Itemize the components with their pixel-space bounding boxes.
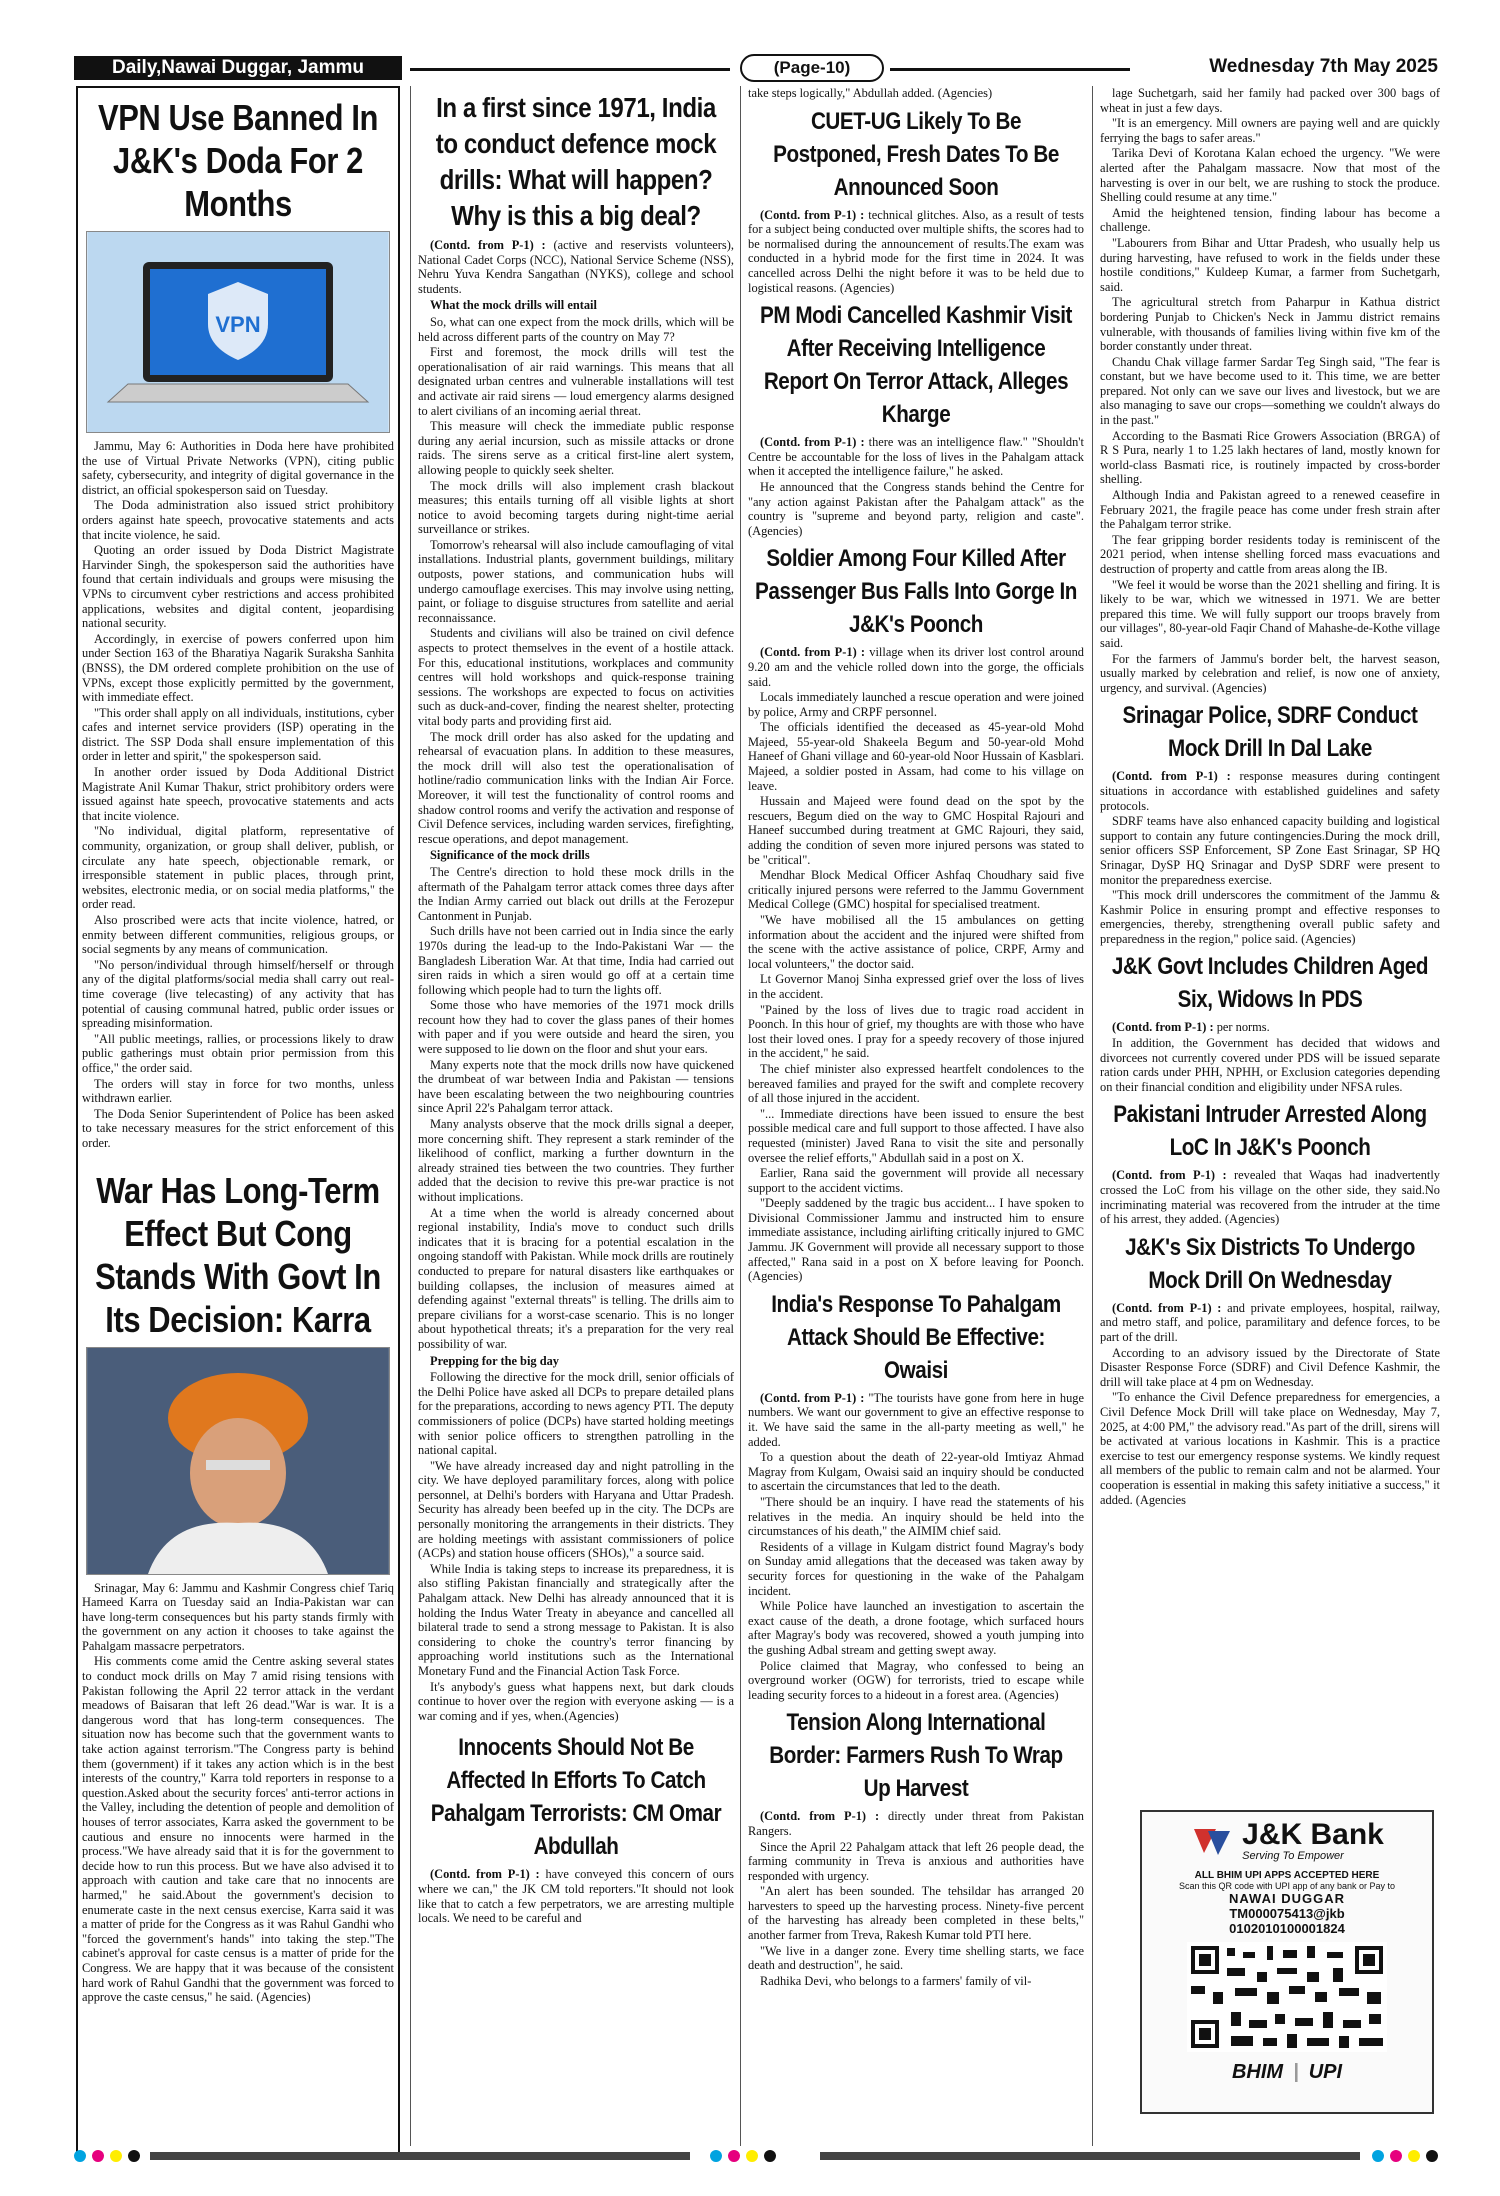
column-divider <box>410 86 411 2146</box>
paragraph-text: "It is an emergency. Mill owners are paying well and are quickly ferrying the bags to safer areas." <box>1100 116 1440 145</box>
scan-instruction: Scan this QR code with UPI app of any bank or Pay to <box>1178 1881 1396 1891</box>
karra-headline: War Has Long-Term Effect But Cong Stands With Govt In Its Decision: Karra <box>95 1169 381 1340</box>
vpn-article-body <box>82 439 394 1151</box>
paragraph-text: "Pained by the loss of lives due to tragic road accident in Poonch. In this hour of grief, my thoughts are with those who have lost their loved ones. I pray for a speedy recovery of those injured in the accident," he said. <box>748 1002 1084 1061</box>
paragraph <box>82 498 394 542</box>
paragraph <box>1100 429 1440 487</box>
paragraph <box>748 1884 1084 1942</box>
paragraph <box>748 1450 1084 1494</box>
paragraph <box>748 868 1084 912</box>
paragraph-text: To a question about the death of 22-year-old Imtiyaz Ahmad Magray from Kulgam, Owaisi said an inquiry should be conducted to ascertain the circumstances that led to the death. <box>748 1450 1084 1494</box>
paragraph-text: While Police have launched an investigation to ascertain the exact cause of the death, a drone footage, which surfaced hours after Magray's body was recovered, showed a youth jumping into the gushing Adbal stream and getting swept away. <box>748 1599 1084 1657</box>
paragraph-text: "All public meetings, rallies, or processions likely to draw public gatherings must obtain prior permission from this office," the order said. <box>82 1031 394 1075</box>
intruder-text: revealed that Waqas had inadvertently crossed the LoC from his village on the other side, they said.No incriminating material was recovered from the intruder at the time of his arrest, they added. (Agencies) <box>1100 1168 1440 1227</box>
tension-headline: Tension Along International Border: Farmers Rush To Wrap Up Harvest <box>769 1709 1063 1803</box>
owaisi-body <box>748 1391 1084 1702</box>
paragraph-text: Radhika Devi, who belongs to a farmers' family of vil- <box>760 1973 1032 1988</box>
paragraph-text: Many experts note that the mock drills now have quickened the drumbeat of war between India and Pakistan — tensions have been escalating between the two neighbouring countries since April 22's Pahalgam terror attack. <box>418 1057 734 1116</box>
paragraph-text: response measures during contingent situations in accordance with established guidelines and safety protocols. <box>1100 769 1440 813</box>
masthead-date: Wednesday 7th May 2025 <box>1209 56 1438 77</box>
paragraph <box>1100 1346 1440 1390</box>
paragraph <box>418 538 734 626</box>
paragraph <box>418 315 734 344</box>
paragraph <box>1100 1301 1440 1345</box>
color-registration-dot <box>728 2150 740 2162</box>
contd-label: (Contd. from P-1) : <box>760 645 870 660</box>
paragraph-text: In addition, the Government has decided that widows and divorcees not currently covered under PDS will be issued separate ration cards under PHH, NPHH, or Exclusion categories depending on their financial condition and eligibility under NFSA rules. <box>1100 1036 1440 1094</box>
paragraph <box>82 1032 394 1076</box>
paragraph <box>1100 814 1440 887</box>
paragraph <box>748 480 1084 538</box>
paragraph-text: "... Immediate directions have been issued to ensure the best possible medical care and full support to those affected. I have also requested (minister) Javed Rana to visit the site and personally oversee the relief efforts," Abdullah said in a post on X. <box>748 1106 1084 1165</box>
pds-body <box>1100 1020 1440 1094</box>
bottom-rule-right <box>820 2152 1360 2160</box>
paragraph-text: Jammu, May 6: Authorities in Doda here have prohibited the use of Virtual Private Networks (VPN), citing public safety, cybersecurity, and integrity of digital governance in the district, an official spokesperson said on Tuesday. <box>82 439 394 497</box>
paragraph <box>82 1581 394 1654</box>
paragraph <box>418 730 734 847</box>
paragraph <box>748 435 1084 479</box>
districts-body <box>1100 1301 1440 1507</box>
paragraph-text: "The tourists have gone from here in huge numbers. We want our government to give an effective response to it. We have said the same in the all-party meeting as well," he added. <box>748 1390 1084 1449</box>
paragraph-text: Also proscribed were acts that incite violence, hatred, or enmity between different communities, religious groups, or social segments by any means of communication. <box>82 913 394 957</box>
paragraph-text: Earlier, Rana said the government will provide all necessary support to the accident victims. <box>748 1166 1084 1195</box>
tension-continuation <box>1100 86 1440 695</box>
color-registration-dot <box>74 2150 86 2162</box>
sdrf-body <box>1100 769 1440 946</box>
paragraph <box>1100 488 1440 532</box>
payee-name: NAWAI DUGGAR <box>1229 1891 1345 1906</box>
paragraph-text: In another order issued by Doda Additional District Magistrate Anil Kumar Thakur, strict prohibitory orders were issued against hate speech, provocative statements and acts that incite violence. <box>82 765 394 823</box>
karra-article-body <box>82 1581 394 2005</box>
paragraph-text: He announced that the Congress stands behind the Centre for "any action against Pakistan after the Pahalgam attack" as the country is "supreme and beyond party, religion and caste". (Agencies) <box>748 479 1084 538</box>
paragraph-text: lage Suchetgarh, said her family had packed over 300 bags of wheat in just a few days. <box>1100 86 1440 115</box>
paragraph-text: The Centre's direction to hold these mock drills in the aftermath of the Pahalgam terror attack comes three days after the Indian Army carried out black out drills at the Ferozepur Cantonment in Punjab. <box>418 864 734 923</box>
contd-label: (Contd. from P-1) : <box>760 1390 869 1405</box>
paragraph-text: "We live in a danger zone. Every time shelling starts, we face death and destruction", he said. <box>748 1943 1084 1973</box>
mock-drill-headline: In a first since 1971, India to conduct defence mock drills: What will happen? Why is this a big deal? <box>435 92 717 231</box>
districts-headline: J&K's Six Districts To Undergo Mock Drill On Wednesday <box>1125 1233 1415 1294</box>
paragraph-text: So, what can one expect from the mock drills, which will be held across different parts of the country on May 7? <box>418 314 734 344</box>
paragraph-text: The chief minister also expressed heartfelt condolences to the bereaved families and prayed for the swift and complete recovery of all those injured in the accident. <box>748 1061 1084 1106</box>
paragraph-text: "There should be an inquiry. I have read the statements of his relatives in the media. An inquiry should be held into the circumstances of his death," the AIMIM chief said. <box>748 1495 1084 1539</box>
paragraph-text: "No person/individual through himself/herself or through any of the digital platforms/social media shall carry out real-time coverage (live telecasting) of any activity that has potential of causing communal hatred, public order issues or spreading misinformation. <box>82 957 394 1031</box>
omar-text: have conveyed this concern of ours where we can," the JK CM told reporters."It should not look like that to catch a few perpetrators, we are arresting multiple locals. We need to be careful and <box>418 1867 734 1926</box>
paragraph <box>82 439 394 497</box>
paragraph <box>748 913 1084 971</box>
paragraph-text: "No individual, digital platform, representative of community, organization, or group shall deliver, publish, or circulate any hate speech, objectionable remark, or irresponsible statement in public places, through print, websites, electronic media, or on social media platforms," the order read. <box>82 824 394 912</box>
paragraph <box>748 1809 1084 1838</box>
paragraph <box>748 645 1084 689</box>
paragraph-text: "We have mobilised all the 15 ambulances on getting information about the accident and the injured were shifted from the scene with the active assistance of police, CRPF, Army and local volunteers," the doctor said. <box>748 913 1084 971</box>
column-divider <box>1092 86 1093 2146</box>
paragraph <box>1100 652 1440 696</box>
paragraph <box>748 720 1084 793</box>
paragraph <box>418 419 734 477</box>
paragraph-text: "This order shall apply on all individuals, institutions, cyber cafes and internet service providers (ISP) operating in the district. The SSP Doda shall ensure implementation of this order in letter and spirit," the spokesperson said. <box>82 705 394 764</box>
paragraph <box>748 1166 1084 1195</box>
paragraph <box>1100 888 1440 946</box>
contd-label: (Contd. from P-1) : <box>1112 1168 1227 1183</box>
paragraph <box>82 913 394 957</box>
column-divider <box>740 86 741 2146</box>
owaisi-headline: India's Response To Pahalgam Attack Should Be Effective: Owaisi <box>771 1290 1061 1384</box>
bank-brand: J&K Bank <box>1242 1818 1384 1851</box>
paragraph-text: Such drills have not been carried out in India since the early 1970s during the lead-up to the Indo-Pakistani War — the Bangladesh Liberation War. At that time, India had carried out siren raids in which a siren would go off at a certain time following which people had to turn the lights off. <box>418 924 734 997</box>
paragraph <box>82 824 394 912</box>
pm-kharge-body <box>748 435 1084 538</box>
paragraph-text: His comments come amid the Centre asking several states to conduct mock drills on May 7 amid rising tensions with Pakistan following the April 22 terror attack in the verdant meadows of Baisaran that left 26 dead."War is war. It is a dangerous word that has long-term consequences. The situation now has become such that the government wants to take action against terrorism."The Congress party is behind them (government) if it takes any action which is in the best interests of the country," Karra told reporters in response to a question.Asked about the security forces' anti-terror actions in the Valley, including the detention of people and demolition of houses of terror associates, Karra asked the government to be cautious and ensure no innocents were harmed in the process."We have already said that it is for the government to decide how to run this process. But we have also advised it to approach with caution and take care that no innocents are harmed," he said.About the government's decision to enumerate caste in the next census exercise, Karra said it was a matter of pride for the Congress as it was Rahul Gandhi who "forced the government's hands" into taking the step."The cabinet's approval for caste census is a matter of pride for the Congress. We are happy that it was because of the consistent hard work of Rahul Gandhi that the government was forced to approve the caste census," he said. (Agencies) <box>82 1654 394 2005</box>
paragraph-text: Some those who have memories of the 1971 mock drills recount how they had to cover the glass panes of their homes with paper and if you were outside and heard the siren, you were supposed to lie down on the floor and shut your ears. <box>418 998 734 1057</box>
paragraph <box>1100 86 1440 115</box>
karra-photo <box>86 1347 390 1575</box>
paragraph <box>748 972 1084 1001</box>
paragraph <box>418 1058 734 1116</box>
paragraph-text: "To enhance the Civil Defence preparedness for emergencies, a Civil Defence Mock Drill will take place on Wednesday, May 7, 2025, at 4:00 PM," the advisory read."As part of the drill, sirens will be activated at various locations in Kashmir. This is a practice exercise to test our emergency response systems. We kindly request all members of the public to remain calm and not be alarmed. Your cooperation is essential in making this safety initiative a success," it added. (Agencies <box>1100 1390 1440 1507</box>
paragraph-text: The agricultural stretch from Paharpur in Kathua district bordering Punjab to Chicken's Neck in Jammu district remains vulnerable, with thousands of families living within five km of the border constantly under threat. <box>1100 295 1440 354</box>
paragraph <box>418 1680 734 1724</box>
paragraph-text: and private employees, hospital, railway, and metro staff, and police, paramilitary and defence forces, to be part of the drill. <box>1100 1300 1440 1344</box>
paragraph-text: Accordingly, in exercise of powers conferred upon him under Section 163 of the Bharatiya Nagarik Suraksha Sanhita (BNSS), the DM ordered complete prohibition on the use of VPNs, except those explicitly permitted by the government, with immediate effect. <box>82 631 394 705</box>
paragraph-text: Many analysts observe that the mock drills signal a deeper, more concerning shift. They represent a stark reminder of the likelihood of conflict, marking a further downturn in the already strained ties between the two countries. They further added that the decision to revive this pre-war practice is not without implications. <box>418 1117 734 1204</box>
paragraph <box>1100 146 1440 204</box>
paragraph-text: Tomorrow's rehearsal will also include camouflaging of vital installations. Industrial plants, government buildings, military outposts, power stations, and communication hubs will undergo camouflage exercises. This may involve using netting, paint, or foliage to disguise structures from satellite and aerial reconnaissance. <box>418 537 734 625</box>
paragraph <box>748 1391 1084 1449</box>
contd-label: (Contd. from P-1) : <box>1112 1020 1217 1035</box>
paragraph <box>1100 206 1440 235</box>
paragraph-text: The mock drill order has also asked for the updating and rehearsal of evacuation plans. In addition to these measures, the mock drill will also test the operationalisation of hotline/radio communication links with the Indian Air Force. Moreover, it will test the functionality of control rooms and shadow control rooms and verify the activation and response of Civil Defence services, including warden services, firefighting, rescue operations, and depot management. <box>418 729 734 846</box>
upi-vpa: TM000075413@jkb <box>1229 1906 1345 1921</box>
masthead-rule-right <box>890 68 1130 71</box>
paragraph-text: Following the directive for the mock drill, senior officials of the Delhi Police have asked all DCPs to prepare detailed plans for the preparations, according to news agency PTI. The deputy commissioners of police (DCPs) have started holding meetings with senior police officers to strengthen patrolling in the national capital. <box>418 1370 734 1458</box>
paragraph <box>418 1562 734 1679</box>
jk-bank-logo-icon <box>1190 1823 1234 1859</box>
paragraph <box>82 543 394 631</box>
mock-section-1 <box>418 315 734 846</box>
upi-logo: UPI <box>1308 2061 1343 2083</box>
paragraph-text: village when its driver lost control around 9.20 am and the vehicle rolled down into the gorge, the officials said. <box>748 645 1084 689</box>
paragraph-text: "An alert has been sounded. The tehsildar has arranged 20 harvesters to speed up the harvesting process. Ninety-five percent of the harvesting has already been completed in these belts," another farmer from Treva, Rakesh Kumar told PTI here. <box>748 1884 1084 1943</box>
contd-label: (Contd. from P-1) : <box>760 207 865 222</box>
paragraph <box>748 1540 1084 1598</box>
paragraph <box>418 626 734 728</box>
paragraph-text: Police claimed that Magray, who confessed to being an overground worker (OGW) for terrorists, tried to escape while leading security forces to a hideout in a forest area. (Agencies) <box>748 1658 1084 1702</box>
paragraph-text: Amid the heightened tension, finding labour has become a challenge. <box>1100 205 1440 235</box>
color-registration-dot <box>746 2150 758 2162</box>
paragraph <box>1100 116 1440 145</box>
contd-label: (Contd. from P-1) : <box>760 435 869 450</box>
paragraph <box>418 1370 734 1458</box>
paragraph <box>748 1196 1084 1284</box>
subhead-significance: Significance of the mock drills <box>430 848 590 863</box>
color-registration-dot <box>1372 2150 1384 2162</box>
paragraph-text: Since the April 22 Pahalgam attack that left 26 people dead, the farming community in Treva is anxious and authorities have responded with urgency. <box>748 1839 1084 1883</box>
masthead-paper-name: Daily,Nawai Duggar, Jammu <box>74 56 402 80</box>
paragraph <box>748 1840 1084 1884</box>
paragraph <box>82 632 394 705</box>
upi-accepted-line: ALL BHIM UPI APPS ACCEPTED HERE <box>1194 1870 1380 1881</box>
paragraph <box>1100 1020 1440 1035</box>
vpn-headline: VPN Use Banned In J&K's Doda For 2 Months <box>97 97 378 224</box>
paragraph-text: "Deeply saddened by the tragic bus accident... I have spoken to Divisional Commissioner Jammu and instructed him to ensure immediate assistance, including airlifting critically injured to GMC Jammu. JK Government will provide all necessary support to those affected," Rana said in a post on X before leaving for Poonch. (Agencies) <box>748 1196 1084 1284</box>
paragraph <box>748 1944 1084 1973</box>
pm-kharge-headline: PM Modi Cancelled Kashmir Visit After Receiving Intelligence Report On Terror Attack, Alleges Kharge <box>759 302 1073 429</box>
contd-label: (Contd. from P-1) : <box>760 1809 888 1824</box>
masthead-page-number: (Page-10) <box>740 54 884 82</box>
paragraph-text: Quoting an order issued by Doda District Magistrate Harvinder Singh, the spokesperson said the authorities have found that certain individuals and groups were misusing the VPNs to circumvent cyber restrictions and access prohibited applications, websites and digital content, jeopardising national security. <box>82 543 394 631</box>
paragraph-text: per norms. <box>1216 1020 1270 1035</box>
contd-label: (Contd. from P-1) : <box>1112 769 1240 784</box>
paragraph <box>1100 295 1440 353</box>
paragraph <box>418 479 734 537</box>
paragraph <box>82 1654 394 2004</box>
bus-accident-body <box>748 645 1084 1284</box>
paragraph-text: Tarika Devi of Korotana Kalan echoed the urgency. "We were alerted after the Pahalgam massacre. Now that most of the harvesting is over in our belt, we are rushing to stock the produce. Shelling could resume at any time." <box>1100 146 1440 205</box>
subhead-entail: What the mock drills will entail <box>430 298 597 313</box>
paragraph <box>82 1077 394 1106</box>
paragraph <box>418 1206 734 1352</box>
paragraph-text: The mock drills will also implement crash blackout measures; this entails turning off all visible lights at short notice to avoid becoming targets during night-time aerial surveillance or strikes. <box>418 478 734 537</box>
color-registration-dot <box>110 2150 122 2162</box>
cuet-text: technical glitches. Also, as a result of tests for a subject being conducted over multiple shifts, the scores had to be normalised during the announcement of results.The exam was conducted in a hybrid mode for the first time in 2024. It was cancelled across Delhi the night before it was to be held due to logistical reasons. (Agencies) <box>748 207 1084 295</box>
paragraph <box>1100 355 1440 428</box>
paragraph <box>82 958 394 1031</box>
paragraph <box>1100 578 1440 651</box>
paragraph <box>748 1495 1084 1539</box>
paragraph-text: This measure will check the immediate public response during any aerial incursion, such as missile attacks or drone raids. The sirens serve as a critical first-line alert system, allowing people to quickly seek shelter. <box>418 419 734 477</box>
column-2 <box>418 86 734 2156</box>
laptop-icon <box>87 232 389 432</box>
mock-lead: (active and reservists volunteers), National Cadet Corps (NCC), National Service Scheme (NSS), Nehru Yuva Kendra Sangathan (NYKS), college and school students. <box>418 238 734 296</box>
paragraph <box>1100 533 1440 577</box>
paragraph-text: The orders will stay in force for two months, unless withdrawn earlier. <box>82 1076 394 1106</box>
paragraph <box>748 1599 1084 1657</box>
paragraph-text: "This mock drill underscores the commitment of the Jammu & Kashmir Police in ensuring prompt and effective responses to emergencies, thereby, strengthening overall public safety and preparedness in the region," police said. (Agencies) <box>1100 888 1440 946</box>
contd-label: (Contd. from P-1) : <box>1112 1300 1228 1315</box>
paragraph-text: "We have already increased day and night patrolling in the city. We have deployed paramilitary forces, along with police personnel, at Delhi's borders with Haryana and Uttar Pradesh. Security has already been beefed up in the city. The DCPs are personally monitoring the arrangements in their districts. They are holding meetings with assistant commissioners of police (ACPs) and station house officers (SHOs)," a source said. <box>418 1458 734 1561</box>
paragraph <box>748 1107 1084 1165</box>
paragraph <box>748 1659 1084 1703</box>
paragraph <box>748 1974 1084 1989</box>
paragraph-text: The officials identified the deceased as 45-year-old Mohd Majeed, 55-year-old Shakeela Begum and 50-year-old Mohd Haneef of Ghani village and 60-year-old Noor Hussain of Kasblari. Majeed, a soldier posted in Assam, had come to his village on leave. <box>748 720 1084 793</box>
paragraph <box>748 1062 1084 1106</box>
masthead-rule-left <box>410 68 730 71</box>
bank-tagline: Serving To Empower <box>1242 1850 1344 1862</box>
paragraph <box>418 865 734 923</box>
sdrf-headline: Srinagar Police, SDRF Conduct Mock Drill In Dal Lake <box>1122 702 1418 763</box>
paragraph-text: Srinagar, May 6: Jammu and Kashmir Congress chief Tariq Hameed Karra on Tuesday said an India-Pakistan war can have long-term consequences but his party stands firmly with the government on any action it chooses to take against the Pahalgam massacre perpetrators. <box>82 1580 394 1653</box>
omar-headline: Innocents Should Not Be Affected In Efforts To Catch Pahalgam Terrorists: CM Omar Abdullah <box>430 1734 722 1861</box>
paragraph-text: It's anybody's guess what happens next, but dark clouds continue to hover over the region with everyone asking — is a war coming and if yes, when.(Agencies) <box>418 1679 734 1723</box>
paragraph-text: First and foremost, the mock drills will test the operationalisation of air raid warnings. This means that all designated urban centres and vulnerable installations will test and activate air raid sirens — loud emergency alarms designed to alert civilians of an incoming aerial threat. <box>418 345 734 418</box>
paragraph-text: "Labourers from Bihar and Uttar Pradesh, who usually help us during harvesting, have refused to work in the fields under these hostile conditions," Kuldeep Kumar, a farmer from Suchetgarh, said. <box>1100 235 1440 294</box>
mock-section-3 <box>418 1370 734 1723</box>
paragraph-text: While India is taking steps to increase its preparedness, it is also stifling Pakistan financially and strategically after the Pahalgam attack. New Delhi has already announced that it is holding the Indus Water Treaty in abeyance and cancelled all bilateral trade to send a strong message to Pakistan. It is also considering to choke the country's terror financing by approaching world institutions such as the International Monetary Fund and the Financial Action Task Force. <box>418 1561 734 1678</box>
color-registration-dot <box>128 2150 140 2162</box>
bus-accident-headline: Soldier Among Four Killed After Passenger Bus Falls Into Gorge In J&K's Poonch <box>755 545 1077 639</box>
paragraph-text: The Doda Senior Superintendent of Police has been asked to take necessary measures for the strict enforcement of this order. <box>82 1106 394 1150</box>
paragraph <box>418 345 734 418</box>
vpn-laptop-image <box>86 231 390 433</box>
paragraph-text: The Doda administration also issued strict prohibitory orders against hate speech, provocative statements and acts that incite violence, he said. <box>82 498 394 542</box>
color-registration-dot <box>92 2150 104 2162</box>
paragraph-text: According to an advisory issued by the Directorate of State Disaster Response Force (SDRF) and Civil Defence Kashmir, the drill will take place at 4 pm on Wednesday. <box>1100 1345 1440 1389</box>
paragraph <box>418 924 734 997</box>
paragraph-text: For the farmers of Jammu's border belt, the harvest season, usually marked by celebration and relief, is now one of anxiety, urgency, and survival. (Agencies) <box>1100 651 1440 695</box>
tension-body <box>748 1809 1084 1988</box>
contd-label: (Contd. from P-1) : <box>430 1867 540 1882</box>
paragraph <box>82 1107 394 1151</box>
paragraph-text: Hussain and Majeed were found dead on the spot by the rescuers, Begum died on the way to GMC Hospital Rajouri and Haneef succumbed during treatment at GMC Rajouri, they said, adding the condition of seven more injured persons was stated to be "critical". <box>748 794 1084 867</box>
paragraph <box>748 690 1084 719</box>
column-4 <box>1100 86 1440 1802</box>
paragraph <box>418 1117 734 1205</box>
color-registration-dot <box>764 2150 776 2162</box>
paragraph <box>1100 236 1440 294</box>
pds-headline: J&K Govt Includes Children Aged Six, Widows In PDS <box>1111 953 1429 1014</box>
paragraph-text: Although India and Pakistan agreed to a renewed ceasefire in February 2021, the fragile peace has come under fresh strain after the Pahalgam terror strike. <box>1100 488 1440 532</box>
paragraph-text: Chandu Chak village farmer Sardar Teg Singh said, "The fear is constant, but we have become used to it. This time, we are better prepared. Not only can we save our lives and livestock, but we are also managing to save our crops—something we couldn't always do in the past." <box>1100 354 1440 428</box>
qr-code-icon <box>1187 1942 1387 2052</box>
column-1 <box>76 86 400 2156</box>
paragraph-text: The fear gripping border residents today is reminiscent of the 2021 period, when intense shelling forced mass evacuations and destruction of property and cattle from areas along the IB. <box>1100 532 1440 576</box>
paragraph-text: Students and civilians will also be trained on civil defence aspects to protect themselves in the event of a hostile attack. For this, educational institutions, workplaces and community centres will hold workshops and quick-response training sessions. The workshops are expected to focus on activities such as duck-and-cover, finding the nearest shelter, protecting vital body parts and providing first aid. <box>418 626 734 728</box>
paragraph-text: Residents of a village in Kulgam district found Magray's body on Sunday amid allegations that the deceased was taken away by security forces for questioning in the wake of the Pahalgam incident. <box>748 1539 1084 1598</box>
paragraph-text: SDRF teams have also enhanced capacity building and logistical support to contain any future contingencies.During the mock drill, senior officers SSP Enforcement, SP Zone East Srinagar, SP HQ Srinagar, DySP HQ Srinagar and DySP SDRF were present to monitor the preparedness exercise. <box>1100 814 1440 887</box>
intruder-headline: Pakistani Intruder Arrested Along LoC In J&K's Poonch <box>1113 1101 1427 1162</box>
bottom-rule-left <box>150 2152 690 2160</box>
person-photo-icon <box>87 1348 389 1574</box>
color-registration-dot <box>1408 2150 1420 2162</box>
color-registration-dot <box>1390 2150 1402 2162</box>
paragraph <box>748 794 1084 867</box>
paragraph-text: "We feel it would be worse than the 2021 shelling and firing. It is likely to be war, which we witnessed in 1971. We are better prepared this time. We will fully support our troops bravely from our villages", 80-year-old Faqir Chand of Mahashe-de-Kothe village said. <box>1100 577 1440 650</box>
mock-section-2 <box>418 865 734 1352</box>
paragraph <box>748 1003 1084 1061</box>
paragraph <box>82 706 394 764</box>
color-registration-dot <box>1426 2150 1438 2162</box>
cuet-headline: CUET-UG Likely To Be Postponed, Fresh Dates To Be Announced Soon <box>773 107 1059 201</box>
paragraph <box>82 765 394 823</box>
account-number: 0102010100001824 <box>1229 1921 1345 1936</box>
paragraph-text: directly under threat from Pakistan Rangers. <box>748 1809 1084 1838</box>
paragraph <box>1100 1036 1440 1094</box>
paragraph <box>1100 1390 1440 1507</box>
contd-label: (Contd. from P-1) : <box>430 238 546 252</box>
paragraph-text: At a time when the world is already concerned about regional instability, India's move to conduct such drills indicates that it is bracing for a potential escalation in the ongoing standoff with Pakistan. While mock drills are routinely conducted to prepare for natural disasters like earthquakes or building collapses, the inclusion of measures aimed at defending against "external threats" is telling. The drills aim to prepare civilians for a worst-case scenario. This is no longer about hypothetical threats; it's a preparation for the very real possibility of war. <box>418 1205 734 1351</box>
column-3 <box>748 86 1084 2156</box>
paragraph-text: According to the Basmati Rice Growers Association (BRGA) of R S Pura, nearly 1 to 1.25 lakh hectares of land, mostly known for world-class Basmati rice, is routinely impacted by cross-border shelling. <box>1100 428 1440 487</box>
vpn-image-label: VPN <box>215 312 261 337</box>
paragraph-text: Locals immediately launched a rescue operation and were joined by police, Army and CRPF personnel. <box>748 690 1084 719</box>
paragraph-text: Mendhar Block Medical Officer Ashfaq Choudhary said five critically injured persons were referred to the Jammu Government Medical College (GMC) hospital for specialised treatment. <box>748 868 1084 912</box>
subhead-prepping: Prepping for the big day <box>430 1353 559 1368</box>
color-registration-dot <box>710 2150 722 2162</box>
paragraph <box>418 998 734 1056</box>
jk-bank-advert: J&K Bank Serving To Empower ALL BHIM UPI APPS ACCEPTED HERE Scan this QR code with UPI app of any bank or Pay to NAWAI DUGGAR TM000075413@jkb 0102010100001824 BHIM | UPI <box>1140 1810 1434 2114</box>
paragraph <box>1100 769 1440 813</box>
bhim-logo: BHIM <box>1231 2061 1284 2083</box>
paragraph-text: Lt Governor Manoj Sinha expressed grief over the loss of lives in the accident. <box>748 972 1084 1001</box>
omar-continuation: take steps logically," Abdullah added. (Agencies) <box>748 86 993 100</box>
paragraph <box>418 1459 734 1561</box>
paragraph-text: there was an intelligence flaw." "Shouldn't Centre be accountable for the loss of lives in the Pahalgam attack when it accepted the intelligence failure," he asked. <box>748 435 1084 479</box>
